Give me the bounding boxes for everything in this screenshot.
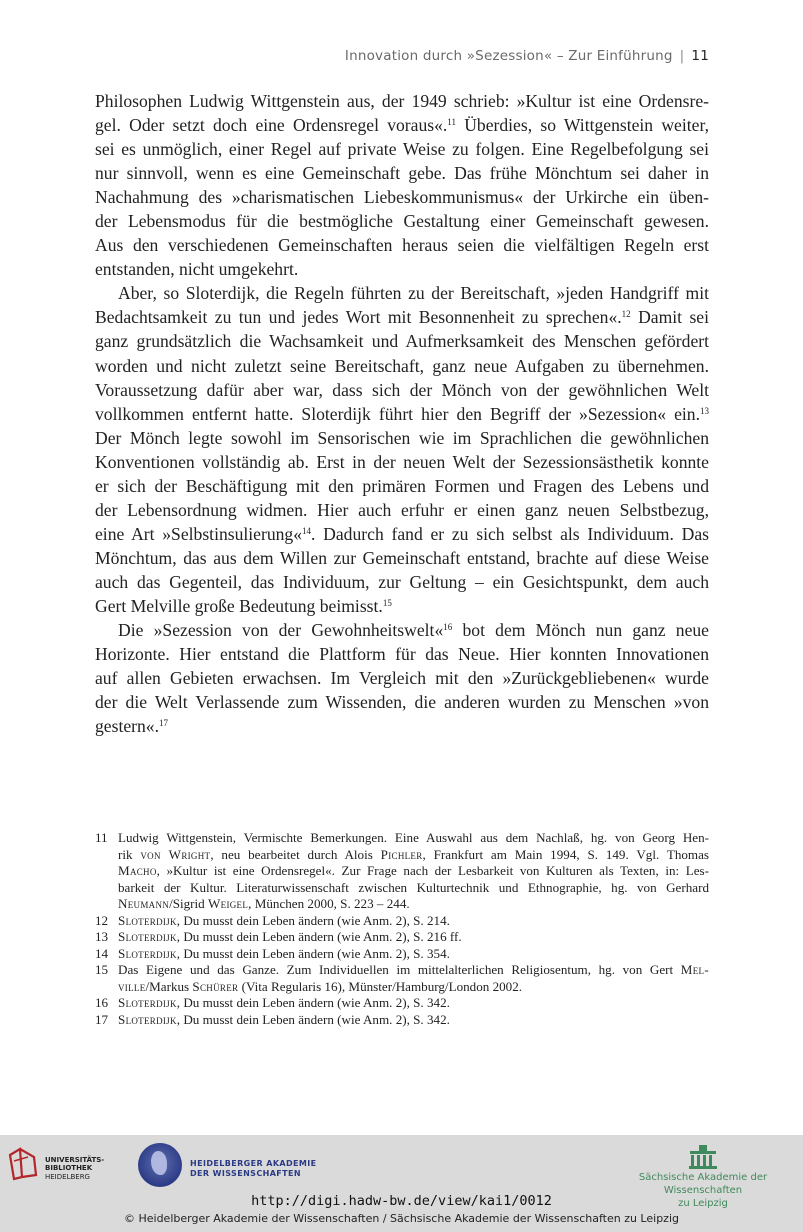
footnote-line: ville/Markus Schürer (Vita Regularis 16), Münster/Hamburg/London 2002.: [118, 978, 523, 994]
text-line: Nachahmung des »charismatischen Liebeskommunismus« der Urkirche ein üben-: [95, 187, 709, 208]
footnote-reference[interactable]: 15: [382, 597, 392, 608]
permalink-url[interactable]: http://digi.hadw-bw.de/view/kai1/0012: [251, 1193, 552, 1209]
hadw-logo-line: HEIDELBERGER AKADEMIE: [190, 1159, 317, 1168]
text-line: auch das Gegenteil, das Individuum, zur Geltung – ein Gesichtspunkt, dem auch: [95, 571, 709, 592]
footnote: [95, 962, 709, 995]
footnote-line: Sloterdijk, Du musst dein Leben ändern (wie Anm. 2), S. 354.: [118, 945, 450, 961]
text-line: eine Art »Selbstinsulierung«$^{14}$. Dadurch fand er zu sich selbst als Individuum. Das: [95, 523, 709, 544]
ub-logo-mark-icon: [8, 1147, 40, 1181]
footnote-line: Macho, »Kultur ist eine Ordensregel«. Zur Frage nach der Lesbarkeit von Kulturen als Texten, in: Les-: [118, 863, 709, 878]
text-line: Mönchtum, das aus dem Willen zur Gemeinschaft entstand, brachte auf diese Weise: [95, 547, 709, 568]
author-name: Sloterdijk: [118, 1011, 177, 1027]
text-line: ganz grundsätzlich die Wachsamkeit und Aufmerksamkeit des Menschen gefördert: [95, 331, 709, 352]
paragraph: [95, 281, 709, 618]
footnote-reference[interactable]: 14: [302, 525, 312, 536]
footnote-reference[interactable]: 12: [621, 309, 631, 320]
footnote-number: 13: [95, 929, 109, 944]
text-line: entstanden, nicht umgekehrt.: [95, 259, 299, 280]
text-line: nur sinnvoll, wenn es eine Gemeinschaft gebe. Das frühe Mönchtum sei daher in: [95, 163, 709, 184]
hadw-logo-text: [190, 1159, 317, 1179]
copyright-notice: © Heidelberger Akademie der Wissenschaften / Sächsische Akademie der Wissenschaften zu Leipzig: [123, 1212, 679, 1225]
footnote-line: Ludwig Wittgenstein, Vermischte Bemerkungen. Eine Auswahl aus dem Nachlaß, hg. von Georg Hen-: [118, 830, 709, 845]
saw-logo-line: Sächsische Akademie der Wissenschaften: [638, 1172, 768, 1196]
text-line: worden und nicht zuletzt seine Bereitschaft, ganz neue Aufgaben zu übernehmen.: [95, 355, 709, 376]
footnote-line: Sloterdijk, Du musst dein Leben ändern (wie Anm. 2), S. 216 ff.: [118, 929, 462, 944]
academy-building-icon: [688, 1145, 718, 1169]
ub-logo-line: HEIDELBERG: [45, 1172, 90, 1181]
text-line: Gert Melville große Bedeutung beimisst.$^{15}$: [95, 595, 392, 616]
body-text: [95, 89, 709, 738]
running-head-separator: |: [679, 48, 685, 64]
author-name: Neumann: [118, 896, 170, 911]
footnote-line: Neumann/Sigrid Weigel, München 2000, S. 223 – 244.: [118, 896, 410, 911]
text-line: Aus den verschiedenen Gemeinschaften heraus seien die vielfältigen Regeln erst: [95, 235, 709, 256]
footnote-reference[interactable]: 11: [447, 117, 456, 128]
text-line: gestern«.$^{17}$: [95, 716, 169, 737]
footnote: [95, 929, 709, 946]
footnote: [95, 1012, 709, 1029]
author-name: Sloterdijk: [118, 995, 177, 1010]
hadw-logo-line: DER WISSENSCHAFTEN: [190, 1169, 301, 1178]
text-line: Voraussetzung dafür aber war, dass sich der Mönch von der gewöhnlichen Welt: [95, 379, 709, 400]
author-name: Sloterdijk: [118, 912, 177, 928]
author-name: Mel-: [680, 962, 709, 977]
ub-logo-line: BIBLIOTHEK: [45, 1164, 93, 1173]
text-line: er sich der Beschäftigung mit den primären Formen und Fragen des Lebens und: [95, 475, 709, 496]
footnote-number: 15: [95, 962, 109, 977]
text-line: Die »Sezession von der Gewohnheitswelt«$^{16}$ bot dem Mönch nun ganz neue: [118, 620, 709, 641]
footnote-number: 17: [95, 1011, 109, 1027]
hadw-seal-icon: [138, 1143, 182, 1187]
text-line: der Lebensordnung widmen. Hier auch erfuhr er einen ganz neuen Selbstbezug,: [95, 499, 709, 520]
paragraph: [95, 618, 709, 738]
footnote-number: 16: [95, 995, 109, 1010]
ub-logo-line: UNIVERSITÄTS-: [45, 1156, 105, 1164]
text-line: gel. Oder setzt doch eine Ordensregel voraus«.$^{11}$ Überdies, so Wittgenstein weiter,: [95, 115, 709, 136]
author-name: Sloterdijk: [118, 945, 177, 961]
ub-heidelberg-logo[interactable]: [8, 1143, 118, 1187]
text-line: der die Welt Verlassende zum Wissenden, die anderen wurden zu Menschen »von: [95, 692, 709, 713]
author-name: Macho: [118, 863, 157, 878]
footnote-line: barkeit der Kultur. Literaturwissenschaft zwischen Kulturtechnik und Ethnographie, hg. von Gerhard: [118, 879, 709, 895]
text-line: sei es unmöglich, einer Regel auf private Weise zu folgen. Eine Regelbefolgung sei: [95, 139, 709, 160]
footnote: [95, 946, 709, 963]
text-line: Bedachtsamkeit zu tun und jedes Wort mit Besonnenheit zu sprechen«.$^{12}$ Damit sei: [95, 307, 709, 328]
text-line: Konventionen vollständig ab. Erst in der neuen Welt der Sezessionsästhetik konnte: [95, 451, 709, 472]
footnote-reference[interactable]: 17: [159, 718, 169, 729]
saw-logo-line: zu Leipzig: [678, 1198, 728, 1209]
ub-logo-text: [45, 1156, 104, 1181]
text-line: vollkommen entfernt hatte. Sloterdijk führt hier den Begriff der »Sezession« ein.$^{13}$: [95, 403, 709, 424]
footnote-line: Sloterdijk, Du musst dein Leben ändern (wie Anm. 2), S. 214.: [118, 912, 450, 928]
footnote-line: Sloterdijk, Du musst dein Leben ändern (wie Anm. 2), S. 342.: [118, 1011, 450, 1027]
footnote: [95, 995, 709, 1012]
author-name: Schürer: [192, 978, 239, 994]
author-name: von Wright: [140, 846, 211, 862]
footnote-reference[interactable]: 13: [700, 405, 709, 416]
author-name: Weigel: [208, 896, 249, 911]
footnote: [95, 913, 709, 930]
footnote-number: 12: [95, 912, 109, 928]
author-name: ville: [118, 978, 146, 994]
footnote-line: rik von Wright, neu bearbeitet durch Alois Pichler, Frankfurt am Main 1994, S. 149. Vgl. Thomas: [118, 846, 710, 862]
footnote: [95, 830, 709, 913]
footnote-number: 14: [95, 945, 109, 961]
footnote-reference[interactable]: 16: [443, 622, 453, 633]
footnote-line: Das Eigene und das Ganze. Zum Individuellen im mittelalterlichen Religiosentum, hg. von Gert Mel-: [118, 962, 709, 977]
footnote-number: 11: [95, 830, 108, 845]
author-name: Pichler: [380, 846, 423, 862]
text-line: Horizonte. Hier entstand die Plattform für das Neue. Hier konnten Innovationen: [95, 644, 709, 665]
running-head: [345, 48, 709, 64]
paragraph: [95, 89, 709, 281]
running-head-title: Innovation durch »Sezession« – Zur Einführung: [344, 48, 673, 64]
author-name: Sloterdijk: [118, 929, 177, 944]
footnote-line: Sloterdijk, Du musst dein Leben ändern (wie Anm. 2), S. 342.: [118, 995, 450, 1010]
text-line: Aber, so Sloterdijk, die Regeln führten zu der Bereitschaft, »jeden Handgriff mit: [118, 283, 709, 304]
hadw-logo[interactable]: [138, 1143, 348, 1195]
text-line: Der Mönch legte sowohl im Sensorischen wie im Sprachlichen die gewöhnlichen: [95, 427, 709, 448]
footnotes: [95, 830, 709, 1028]
page-number: 11: [691, 48, 709, 64]
text-line: der Lebensmodus für die bestmögliche Gestaltung einer Gemeinschaft gewesen.: [95, 211, 709, 232]
text-line: Philosophen Ludwig Wittgenstein aus, der 1949 schrieb: »Kultur ist eine Ordensre-: [95, 91, 709, 111]
text-line: auf allen Gebieten erwachsen. Im Vergleich mit den »Zurückgebliebenen« wurde: [95, 668, 709, 689]
